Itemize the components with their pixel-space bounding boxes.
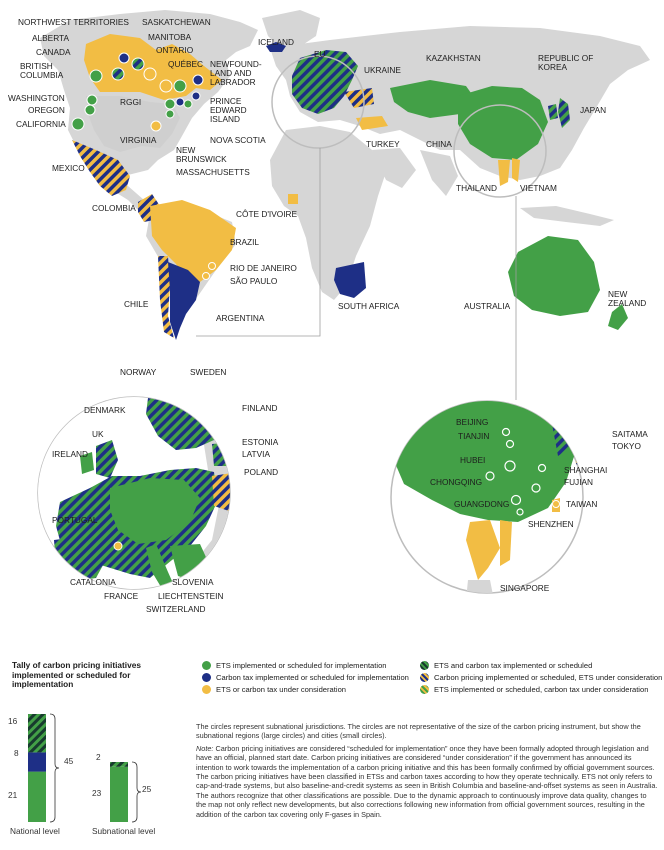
circle-rggi	[165, 99, 175, 109]
tally-national-ets-bar	[28, 772, 46, 822]
tally-national-striped-bar	[28, 714, 46, 752]
label-rggi: RGGI	[120, 97, 142, 107]
circle-oregon	[85, 105, 95, 115]
circle-taiwan	[553, 501, 560, 508]
label-rio: RIO DE JANEIRO	[230, 263, 297, 273]
tally-national-tax-count: 8	[14, 748, 19, 758]
circle-quebec	[174, 80, 186, 92]
legend-item-ets-and-tax	[420, 661, 592, 670]
turkey-inset	[232, 544, 262, 572]
tally-subnational-brace	[132, 762, 141, 822]
label-denmark: DENMARK	[84, 405, 126, 415]
tally-subnational-striped-bar	[110, 762, 128, 767]
label-sweden: SWEDEN	[190, 367, 227, 377]
legend-item-consider	[202, 685, 346, 694]
legend-swatch-ets-and-tax	[420, 661, 429, 670]
europe-inset	[30, 378, 262, 600]
tally-national-striped-count: 16	[8, 716, 18, 726]
label-fujian: FUJIAN	[564, 477, 594, 487]
circle-new-brunswick	[176, 98, 184, 106]
label-poland: POLAND	[244, 467, 279, 477]
label-tokyo: TOKYO	[612, 441, 641, 451]
tally-subnational-total: 25	[142, 784, 152, 794]
label-finland: FINLAND	[242, 403, 278, 413]
label-washington: WASHINGTON	[8, 93, 65, 103]
label-liechtenstein: LIECHTENSTEIN	[158, 591, 224, 601]
circle-california	[72, 118, 84, 130]
label-massachusetts: MASSACHUSETTS	[176, 167, 250, 177]
circle-manitoba	[144, 68, 156, 80]
legend-text-ets-tax-consider: ETS implemented or scheduled, carbon tax under consideration	[434, 685, 649, 694]
tally-subnational-ets-count: 23	[92, 788, 102, 798]
tally-subnational-label: Subnational level	[92, 826, 156, 836]
label-ukraine: UKRAINE	[364, 65, 401, 75]
tally-bars	[28, 714, 141, 822]
legend-item-ets	[202, 661, 387, 670]
label-chongqing: CHONGQING	[430, 477, 483, 487]
estonia-latvia-inset	[212, 442, 236, 466]
label-pei: PRINCE EDWARD ISLAND	[210, 96, 247, 124]
label-hubei: HUBEI	[460, 455, 486, 465]
label-chile: CHILE	[124, 299, 149, 309]
label-northwest-territories: NORTHWEST TERRITORIES	[18, 17, 129, 27]
japan-inset	[574, 402, 596, 470]
label-tianjin: TIANJIN	[458, 431, 490, 441]
label-south-africa: SOUTH AFRICA	[338, 301, 400, 311]
label-singapore: SINGAPORE	[500, 583, 550, 593]
label-quebec: QUÉBEC	[168, 59, 204, 69]
label-eu: EU	[314, 49, 326, 59]
tally-national-ets-count: 21	[8, 790, 18, 800]
legend-text-tax-ets-consider: Carbon pricing implemented or scheduled, ETS under consideration	[434, 673, 663, 682]
label-argentina: ARGENTINA	[216, 313, 265, 323]
malaysia-inset	[466, 580, 494, 600]
label-shanghai: SHANGHAI	[564, 465, 608, 475]
label-guangdong: GUANGDONG	[454, 499, 510, 509]
circle-pei	[192, 92, 200, 100]
label-newfoundland: NEWFOUND- LAND AND LABRADOR	[210, 59, 262, 87]
label-manitoba: MANITOBA	[148, 32, 192, 42]
notes-circles-text: The circles represent subnational jurisdictions. The circles are not representative of the size of the carbon pricing instrument, but show the subnational regions (large circles) and cities (small circles).	[196, 722, 641, 741]
label-saitama: SAITAMA	[612, 429, 648, 439]
notes-label: Note:	[196, 743, 214, 753]
legend-swatch-ets	[202, 661, 211, 670]
label-turkey: TURKEY	[366, 139, 400, 149]
circle-sao-paulo	[203, 273, 210, 280]
circle-northwest-territories	[119, 53, 129, 63]
label-japan: JAPAN	[580, 105, 607, 115]
circle-british-columbia	[90, 70, 102, 82]
poland-inset	[212, 472, 244, 512]
label-norway: NORWAY	[120, 367, 157, 377]
south-asia	[420, 150, 458, 196]
label-china: CHINA	[426, 139, 452, 149]
label-alberta: ALBERTA	[32, 33, 70, 43]
label-virginia: VIRGINIA	[120, 135, 157, 145]
circle-massachusetts	[166, 110, 174, 118]
notes	[196, 722, 658, 822]
legend-swatch-consider	[202, 685, 211, 694]
label-portugal: PORTUGAL	[52, 515, 98, 525]
circle-alberta	[112, 68, 124, 80]
legend-text-ets-and-tax: ETS and carbon tax implemented or scheduled	[434, 661, 593, 670]
legend-text-consider: ETS or carbon tax under consideration	[216, 685, 347, 694]
label-nova-scotia: NOVA SCOTIA	[210, 135, 266, 145]
legend-swatch-tax-ets-consider	[420, 673, 429, 682]
label-new-zealand: NEW ZEALAND	[608, 289, 647, 308]
label-korea: REPUBLIC OF KOREA	[538, 53, 594, 72]
label-cote-divoire: CÔTE D'IVOIRE	[236, 209, 298, 219]
label-uk: UK	[92, 429, 104, 439]
label-france: FRANCE	[104, 591, 139, 601]
label-oregon: OREGON	[28, 105, 65, 115]
label-taiwan: TAIWAN	[566, 499, 598, 509]
label-latvia: LATVIA	[242, 449, 270, 459]
label-iceland: ICELAND	[258, 37, 294, 47]
finland-inset	[206, 396, 236, 440]
label-canada: CANADA	[36, 47, 71, 57]
legend-swatch-ets-tax-consider	[420, 685, 429, 694]
label-kazakhstan: KAZAKHSTAN	[426, 53, 481, 63]
legend-swatch-tax	[202, 673, 211, 682]
label-australia: AUSTRALIA	[464, 301, 511, 311]
label-brazil: BRAZIL	[230, 237, 260, 247]
legend-item-ets-tax-consider	[420, 685, 648, 694]
legend-text-tax: Carbon tax implemented or scheduled for implementation	[216, 673, 409, 682]
label-switzerland: SWITZERLAND	[146, 604, 206, 614]
label-new-brunswick: NEW BRUNSWICK	[176, 145, 227, 164]
circle-saskatchewan	[132, 58, 144, 70]
label-shenzhen: SHENZHEN	[528, 519, 574, 529]
tally-national-total: 45	[64, 756, 74, 766]
circle-rio	[209, 263, 216, 270]
circle-nova-scotia	[184, 100, 192, 108]
tally-national-label: National level	[10, 826, 60, 836]
legend-text-ets: ETS implemented or scheduled for implementation	[216, 661, 387, 670]
circle-newfoundland	[193, 75, 203, 85]
label-vietnam: VIETNAM	[520, 183, 557, 193]
tally-national-brace	[50, 714, 59, 822]
label-slovenia: SLOVENIA	[172, 577, 214, 587]
label-ontario: ONTARIO	[156, 45, 194, 55]
legend-item-tax	[202, 673, 409, 682]
label-beijing: BEIJING	[456, 417, 489, 427]
label-estonia: ESTONIA	[242, 437, 279, 447]
label-sao-paulo: SÃO PAULO	[230, 276, 278, 286]
legend-item-tax-ets-consider	[420, 673, 662, 682]
circle-virginia	[151, 121, 161, 131]
label-saskatchewan: SASKATCHEWAN	[142, 17, 211, 27]
tally-title: Tally of carbon pricing initiatives implemented or scheduled for implementation	[12, 660, 141, 690]
circle-catalonia	[114, 542, 122, 550]
tally-subnational-striped-count: 2	[96, 752, 101, 762]
notes-definitions-text: Carbon pricing initiatives are considered “scheduled for implementation” once they have been formally adopted through legislation and have an official, planned start date. Carbon pricing initiatives are considered “under consideration” if the government has announced its intention to work towards the implementation of a carbon pricing initiative and this has been formally confirmed by official government sources. The carbon pricing initiatives have been classified in ETSs and carbon taxes according to how they operate technically. ETS not only refers to cap-and-trade systems, but also baseline-and-credit systems as seen in British Columbia and baseline-and-offset systems as seen in Australia. The authors recognize that other classifications are possible. Due to the dynamic approach to continuously improve data quality, changes to the map not only reflect new developments, but also corrections following new information from official government sources, resulting in the addition of the carbon tax covering only F-gases in Spain.	[196, 743, 658, 819]
circle-ontario	[160, 80, 172, 92]
cote-divoire-region	[288, 194, 298, 204]
circle-saitama	[587, 431, 593, 437]
tally-national-tax-bar	[28, 752, 46, 771]
label-british-columbia: BRITISH COLUMBIA	[20, 61, 64, 80]
circle-tokyo	[587, 441, 593, 447]
circle-washington	[87, 95, 97, 105]
indonesia	[520, 206, 614, 226]
label-mexico: MEXICO	[52, 163, 85, 173]
notes-definitions	[196, 744, 658, 819]
label-colombia: COLOMBIA	[92, 203, 136, 213]
label-thailand: THAILAND	[456, 183, 498, 193]
label-ireland: IRELAND	[52, 449, 88, 459]
label-catalonia: CATALONIA	[70, 577, 116, 587]
label-california: CALIFORNIA	[16, 119, 66, 129]
thailand-region	[498, 160, 510, 186]
australia-region	[508, 236, 600, 316]
tally-subnational-ets-bar	[110, 767, 128, 822]
asia-inset	[391, 396, 596, 600]
